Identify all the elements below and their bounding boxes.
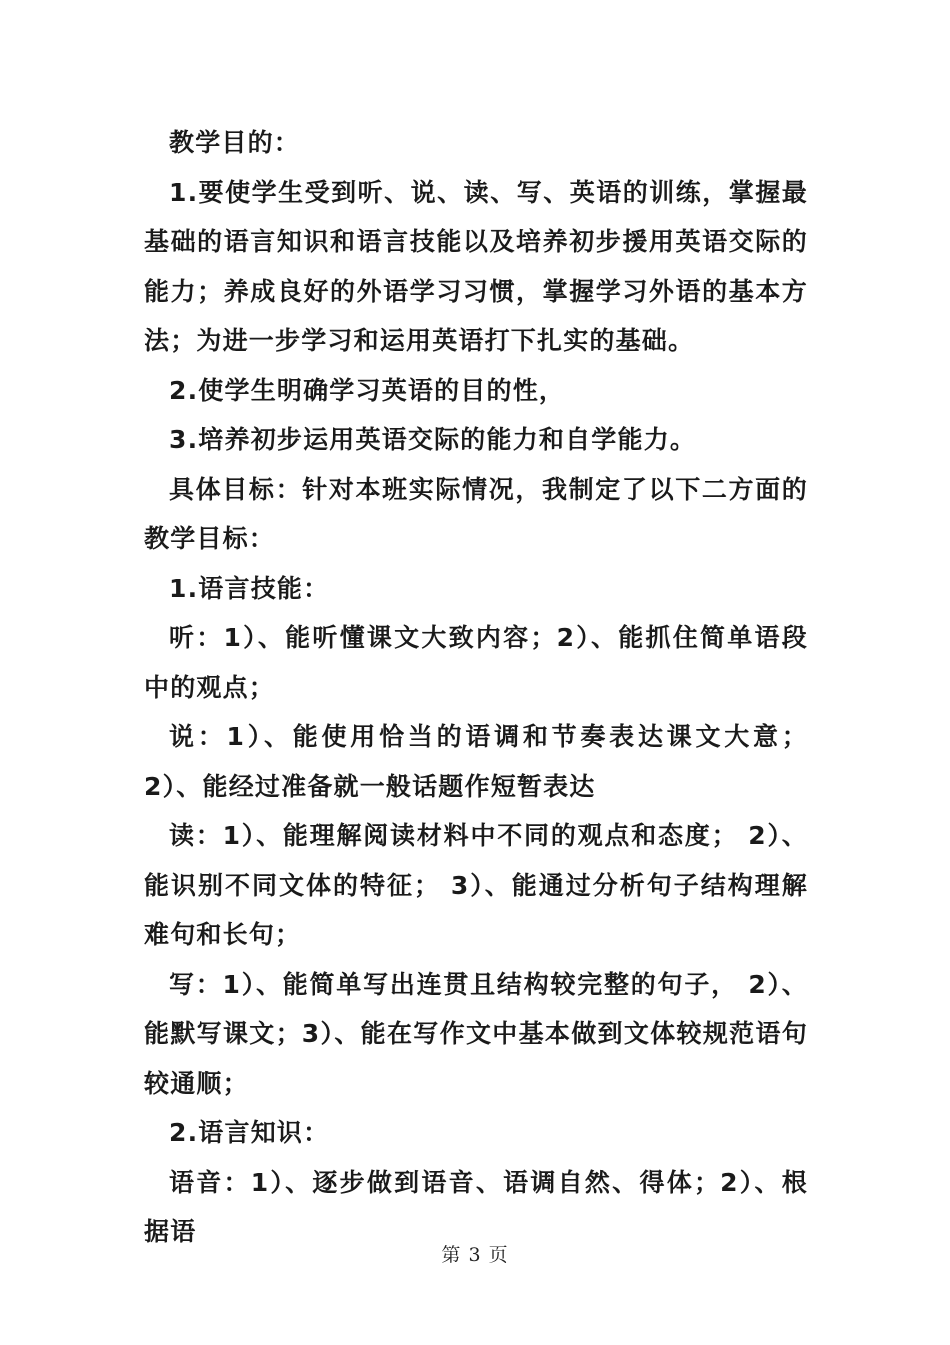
paragraph-purpose-2: 2.使学生明确学习英语的目的性， [169, 375, 566, 405]
heading-language-knowledge: 2.语言知识： [169, 1118, 330, 1147]
paragraph-speaking: 说：1）、能使用恰当的语调和节奏表达课文大意； 2）、能经过准备就一般话题作短暂表达 [144, 722, 808, 801]
paragraph-specific-goals: 具体目标：针对本班实际情况，我制定了以下二方面的教学目标： [144, 474, 808, 553]
heading-teaching-purpose: 教学目的： [169, 128, 301, 157]
paragraph-reading: 读：1）、能理解阅读材料中不同的观点和态度； 2）、能识别不同文体的特征； 3）、能通过分析句子结构理解难句和长句； [144, 821, 808, 949]
paragraph-purpose-3: 3.培养初步运用英语交际的能力和自学能力。 [169, 425, 697, 454]
paragraph-pronunciation: 语音：1）、逐步做到语音、语调自然、得体；2）、根据语 [144, 1167, 808, 1246]
heading-language-skills: 1.语言技能： [169, 573, 330, 603]
page-number: 第 3 页 [441, 1244, 509, 1266]
paragraph-writing: 写：1）、能简单写出连贯且结构较完整的句子， 2）、能默写课文；3）、能在写作文中基本做到文体较规范语句较通顺； [144, 969, 808, 1098]
document-body [144, 118, 808, 1257]
paragraph-purpose-1: 1.要使学生受到听、说、读、写、英语的训练，掌握最基础的语言知识和语言技能以及培养初步援用英语交际的能力；养成良好的外语学习习惯，掌握学习外语的基本方法；为进一步学习和运用英语打下扎实的基础。 [144, 177, 808, 355]
paragraph-listening: 听：1）、能听懂课文大致内容；2）、能抓住简单语段中的观点； [144, 623, 808, 702]
